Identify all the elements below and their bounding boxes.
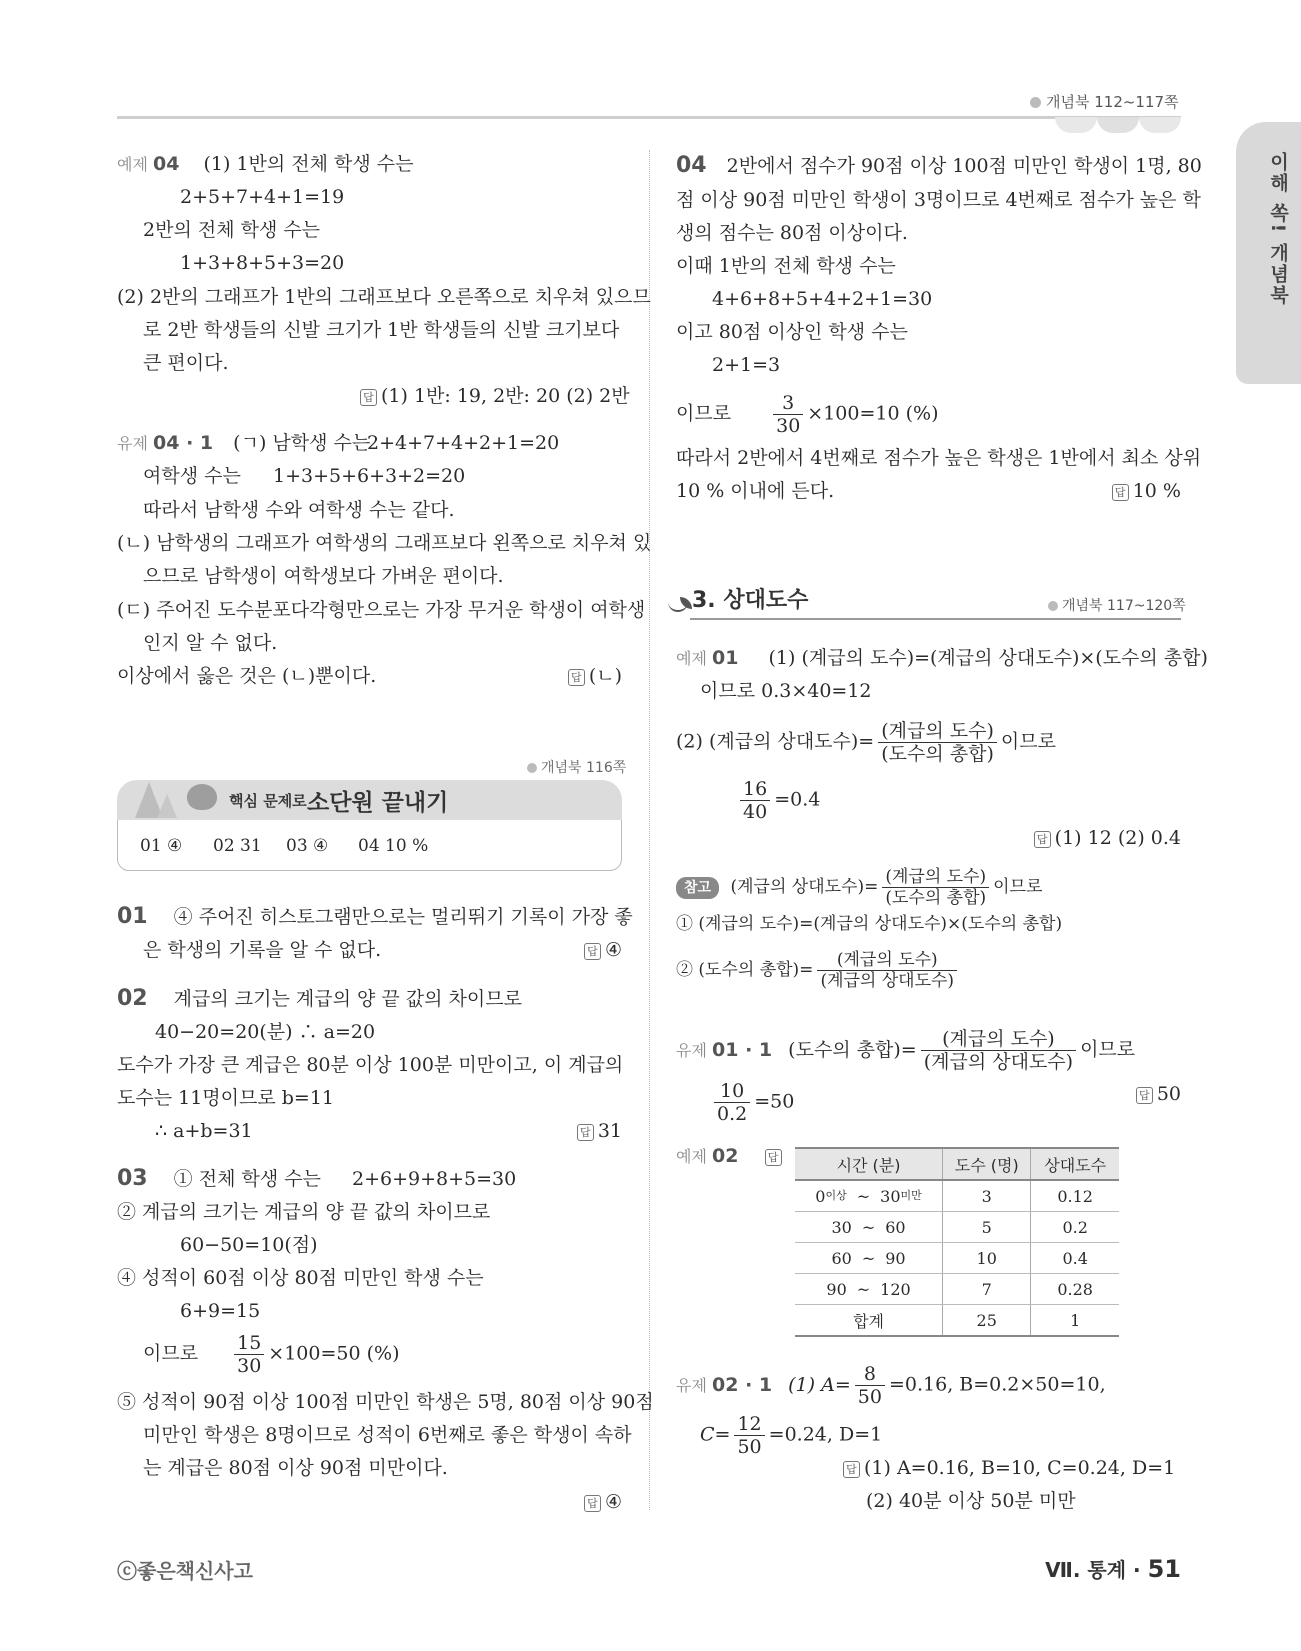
text-line: (계급의 상대도수)= bbox=[730, 877, 879, 897]
problem-number: 04 bbox=[676, 153, 707, 178]
example-label: 예제 04 bbox=[117, 153, 180, 175]
interval-from: 60 bbox=[831, 1248, 852, 1268]
text-line: ② (도수의 총합)= bbox=[676, 960, 814, 980]
fraction: $\frac{\text{(계급의 도수)}}{\text{(도수의 총합)}}$ bbox=[882, 867, 989, 908]
core-banner bbox=[117, 780, 622, 820]
text-line: 2+4+7+4+2+1=20 bbox=[367, 432, 560, 454]
exercise-label: 유제 04 · 1 bbox=[117, 432, 214, 454]
text-line: 도수는 11명이므로 b=11 bbox=[117, 1087, 334, 1109]
table-header: 시간 (분) bbox=[795, 1148, 943, 1180]
answer-line: (1) A=0.16, B=10, C=0.24, D=1 bbox=[864, 1457, 1176, 1479]
interval-to: 90 bbox=[885, 1248, 906, 1268]
publisher-logo: ⓒ좋은책신사고 bbox=[117, 1559, 253, 1583]
table-row-total bbox=[795, 1305, 1119, 1337]
answer-line: 답 (1) 1반: 19, 2반: 20 (2) 2반 bbox=[360, 382, 622, 410]
interval-from: 0 bbox=[815, 1186, 826, 1206]
text-line: ×100=10 (%) bbox=[807, 402, 939, 425]
table-cell-relative: 0.12 bbox=[1031, 1180, 1119, 1212]
text-line: (2) (계급의 상대도수)= bbox=[676, 730, 875, 753]
fraction: $\frac{16}{40}$ bbox=[740, 778, 770, 823]
answer-line: (2) 40분 이상 50분 미만 bbox=[866, 1490, 1076, 1512]
fraction: $\frac{10}{0.2}$ bbox=[714, 1080, 750, 1125]
interval-sep: ~ bbox=[861, 1248, 876, 1268]
text-line: =0.16, B=0.2×50=10, bbox=[888, 1373, 1106, 1396]
text-line: 2+6+9+8+5=30 bbox=[352, 1168, 517, 1190]
core-ref: 개념북 116쪽 bbox=[541, 760, 627, 776]
fraction: $\frac{3}{30}$ bbox=[773, 392, 803, 437]
text-line: 이고 80점 이상인 학생 수는 bbox=[676, 321, 908, 343]
page-number: 51 bbox=[1147, 1555, 1181, 1583]
text-line: (ㄴ) 남학생의 그래프가 여학생의 그래프보다 왼쪽으로 치우쳐 있 bbox=[117, 532, 652, 554]
text-line: 6+9=15 bbox=[180, 1300, 261, 1322]
table-row bbox=[795, 1180, 1119, 1212]
text-line: 이상에서 옳은 것은 (ㄴ)뿐이다. bbox=[117, 665, 377, 687]
text-line: 이므로 bbox=[1000, 730, 1056, 753]
section-title: 3. 상대도수 bbox=[692, 588, 809, 613]
text-line: 이므로 bbox=[143, 1342, 199, 1365]
answer-icon: 답 bbox=[584, 943, 601, 960]
core-title-small: 핵심 문제로 bbox=[229, 792, 307, 810]
answer-line: 답 10 % bbox=[1080, 477, 1181, 505]
text-line: =50 bbox=[754, 1090, 795, 1113]
text-line: 이므로 bbox=[1080, 1038, 1136, 1061]
text-line: (ㄱ) 남학생 수는 bbox=[233, 432, 371, 454]
fraction: $\frac{\text{(계급의 도수)}}{\text{(도수의 총합)}}$ bbox=[878, 720, 997, 765]
bird-icon bbox=[187, 784, 217, 810]
answer-icon: 답 bbox=[360, 389, 377, 406]
text-line: (2) 2반의 그래프가 1반의 그래프보다 오른쪽으로 치우쳐 있으므 bbox=[117, 286, 651, 308]
fraction: $\frac{12}{50}$ bbox=[734, 1413, 764, 1458]
text-line: 2반에서 점수가 90점 이상 100점 미만인 학생이 1명, 80 bbox=[726, 155, 1202, 177]
answer-line: 답 50 bbox=[1080, 1080, 1181, 1108]
text-line: 2+1=3 bbox=[712, 354, 781, 376]
answer-icon: 답 bbox=[584, 1495, 601, 1512]
tree-icon bbox=[157, 794, 177, 818]
interval-to: 60 bbox=[885, 1217, 906, 1237]
interval-from-sup: 이상 bbox=[825, 1188, 847, 1202]
text-line: 60−50=10(점) bbox=[180, 1234, 318, 1256]
fraction: $\frac{\text{(계급의 도수)}}{\text{(계급의 상대도수)}}$ bbox=[817, 950, 957, 991]
text-line: 따라서 2반에서 4번째로 점수가 높은 학생은 1반에서 최소 상위 bbox=[676, 447, 1202, 469]
text-line: 1+3+8+5+3=20 bbox=[180, 252, 345, 274]
interval-to: 120 bbox=[880, 1279, 911, 1299]
exercise-label: 유제 02 · 1 bbox=[676, 1373, 773, 1396]
text-line: 는 계급은 80점 이상 90점 미만이다. bbox=[143, 1457, 448, 1479]
text-line: 으므로 남학생이 여학생보다 가벼운 편이다. bbox=[143, 565, 504, 587]
table-header: 상대도수 bbox=[1031, 1148, 1119, 1180]
core-answer-box bbox=[117, 820, 622, 871]
text-line: 40−20=20(분) ∴ a=20 bbox=[155, 1021, 376, 1043]
answer-icon: 답 bbox=[1034, 831, 1051, 848]
text-line: ① (계급의 도수)=(계급의 상대도수)×(도수의 총합) bbox=[676, 914, 1063, 934]
text-line: 미만인 학생은 8명이므로 성적이 6번째로 좋은 학생이 속하 bbox=[143, 1424, 632, 1446]
table-cell-total-label: 합계 bbox=[795, 1305, 943, 1337]
text-line: 점 이상 90점 미만인 학생이 3명이므로 4번째로 점수가 높은 학 bbox=[676, 189, 1201, 211]
text-line: 인지 알 수 없다. bbox=[143, 632, 278, 654]
text-line: 1+3+5+6+3+2=20 bbox=[273, 465, 466, 487]
frequency-table bbox=[795, 1147, 1119, 1337]
text-line: 따라서 남학생 수와 여학생 수는 같다. bbox=[143, 499, 455, 521]
text-line: 10 % 이내에 든다. bbox=[676, 480, 835, 502]
answer-icon: 답 bbox=[1136, 1087, 1153, 1104]
answer-line: 답 (ㄴ) bbox=[520, 662, 622, 690]
text-line: ∴ a+b=31 bbox=[155, 1120, 253, 1142]
footer-page-info: Ⅶ. 통계 · 51 bbox=[1045, 1555, 1181, 1583]
fraction: $\frac{\text{(계급의 도수)}}{\text{(계급의 상대도수)}}$ bbox=[921, 1028, 1076, 1073]
text-line: ① 전체 학생 수는 bbox=[173, 1168, 321, 1190]
exercise-label: 유제 01 · 1 bbox=[676, 1038, 773, 1061]
ref-bullet-icon bbox=[527, 763, 537, 773]
answer-icon: 답 bbox=[577, 1124, 594, 1141]
core-answer-03: 03 ④ bbox=[286, 836, 329, 856]
text-line: 큰 편이다. bbox=[143, 352, 229, 374]
problem-number: 02 bbox=[117, 986, 148, 1011]
table-cell-relative: 0.4 bbox=[1031, 1243, 1119, 1274]
interval-from: 30 bbox=[831, 1217, 852, 1237]
table-cell-relative: 0.28 bbox=[1031, 1274, 1119, 1305]
text-line: =0.24, D=1 bbox=[768, 1423, 883, 1446]
table-cell-frequency: 10 bbox=[943, 1243, 1031, 1274]
core-answer-02: 02 31 bbox=[213, 836, 262, 856]
text-line: 계급의 크기는 계급의 양 끝 값의 차이므로 bbox=[173, 988, 522, 1010]
answer-icon: 답 bbox=[1112, 484, 1129, 501]
text-line: 은 학생의 기록을 알 수 없다. bbox=[143, 939, 382, 961]
header-wave-decoration bbox=[1055, 117, 1181, 133]
ref-bullet-icon bbox=[1048, 601, 1058, 611]
table-cell-interval bbox=[795, 1243, 943, 1274]
text-line: 이때 1반의 전체 학생 수는 bbox=[676, 255, 896, 277]
fraction: $\frac{8}{50}$ bbox=[855, 1363, 885, 1408]
text-line: (ㄷ) 주어진 도수분포다각형만으로는 가장 무거운 학생이 여학생 bbox=[117, 599, 646, 621]
text-line: ⑤ 성적이 90점 이상 100점 미만인 학생은 5명, 80점 이상 90점 bbox=[117, 1391, 654, 1413]
interval-sep: ~ bbox=[856, 1186, 871, 1206]
interval-sep: ~ bbox=[856, 1279, 871, 1299]
text-line: C= bbox=[700, 1423, 731, 1446]
answer-line: 답 (1) 12 (2) 0.4 bbox=[960, 824, 1181, 852]
core-title-big: 소단원 끝내기 bbox=[307, 790, 449, 816]
text-line: ② 계급의 크기는 계급의 양 끝 값의 차이므로 bbox=[117, 1201, 491, 1223]
text-line: 이므로 0.3×40=12 bbox=[700, 680, 872, 702]
interval-to: 30 bbox=[880, 1186, 901, 1206]
text-line: ×100=50 (%) bbox=[268, 1342, 400, 1365]
fraction: $\frac{15}{30}$ bbox=[234, 1332, 264, 1377]
answer-line: 답 ④ bbox=[520, 936, 622, 964]
core-answer-04: 04 10 % bbox=[358, 836, 429, 856]
core-answer-01: 01 ④ bbox=[140, 836, 183, 856]
table-row bbox=[795, 1212, 1119, 1243]
text-line: (1) 1반의 전체 학생 수는 bbox=[203, 153, 414, 175]
table-cell-interval bbox=[795, 1180, 943, 1212]
text-line: =0.4 bbox=[774, 788, 821, 811]
table-cell-relative: 0.2 bbox=[1031, 1212, 1119, 1243]
answer-icon: 답 bbox=[843, 1461, 860, 1478]
table-cell-frequency: 7 bbox=[943, 1274, 1031, 1305]
problem-number: 03 bbox=[117, 1166, 148, 1191]
table-cell-interval bbox=[795, 1212, 943, 1243]
text-line: (1) A= bbox=[788, 1373, 851, 1396]
table-header: 도수 (명) bbox=[943, 1148, 1031, 1180]
interval-from: 90 bbox=[826, 1279, 847, 1299]
text-line: 여학생 수는 bbox=[143, 465, 241, 487]
table-row bbox=[795, 1274, 1119, 1305]
text-line: 2+5+7+4+1=19 bbox=[180, 186, 345, 208]
answer-icon: 답 bbox=[765, 1149, 782, 1166]
text-line: 4+6+8+5+4+2+1=30 bbox=[712, 288, 933, 310]
section-rule bbox=[690, 618, 1181, 620]
answer-icon: 답 bbox=[568, 669, 585, 686]
interval-sep: ~ bbox=[861, 1217, 876, 1237]
text-line: 2반의 전체 학생 수는 bbox=[143, 219, 321, 241]
note-label: 참고 bbox=[676, 877, 719, 899]
text-line: 이므로 bbox=[676, 402, 732, 425]
example-label: 예제 01 bbox=[676, 647, 739, 669]
chapter-label: Ⅶ. 통계 bbox=[1045, 1558, 1127, 1582]
text-line: 생의 점수는 80점 이상이다. bbox=[676, 222, 908, 244]
text-line: (1) (계급의 도수)=(계급의 상대도수)×(도수의 총합) bbox=[768, 647, 1208, 669]
table-cell-total-frequency: 25 bbox=[943, 1305, 1031, 1337]
header-bullet-icon bbox=[1030, 97, 1041, 108]
answer-line: 답 31 bbox=[520, 1117, 622, 1145]
table-cell-total-relative: 1 bbox=[1031, 1305, 1119, 1337]
column-divider bbox=[649, 150, 650, 1510]
table-cell-interval bbox=[795, 1274, 943, 1305]
table-cell-frequency: 3 bbox=[943, 1180, 1031, 1212]
interval-to-sup: 미만 bbox=[900, 1188, 922, 1202]
side-tab[interactable] bbox=[1236, 122, 1301, 384]
section-ref: 개념북 117~120쪽 bbox=[1062, 598, 1186, 614]
text-line: 도수가 가장 큰 계급은 80분 이상 100분 미만이고, 이 계급의 bbox=[117, 1054, 624, 1076]
text-line: ④ 주어진 히스토그램만으로는 멀리뛰기 기록이 가장 좋 bbox=[173, 906, 633, 928]
problem-number: 01 bbox=[117, 904, 148, 929]
header-ref: 개념북 112~117쪽 bbox=[1046, 93, 1179, 111]
answer-line: 답 ④ bbox=[520, 1488, 622, 1516]
text-line: 이므로 bbox=[993, 877, 1043, 897]
table-cell-frequency: 5 bbox=[943, 1212, 1031, 1243]
table-row bbox=[795, 1243, 1119, 1274]
side-tab-label: 이해 쏙! 개념북 bbox=[1267, 152, 1289, 306]
text-line: ④ 성적이 60점 이상 80점 미만인 학생 수는 bbox=[117, 1267, 484, 1289]
header-rule bbox=[117, 116, 1181, 119]
text-line: 로 2반 학생들의 신발 크기가 1반 학생들의 신발 크기보다 bbox=[143, 319, 620, 341]
text-line: (도수의 총합)= bbox=[788, 1038, 917, 1061]
example-label: 예제 02 bbox=[676, 1145, 739, 1167]
